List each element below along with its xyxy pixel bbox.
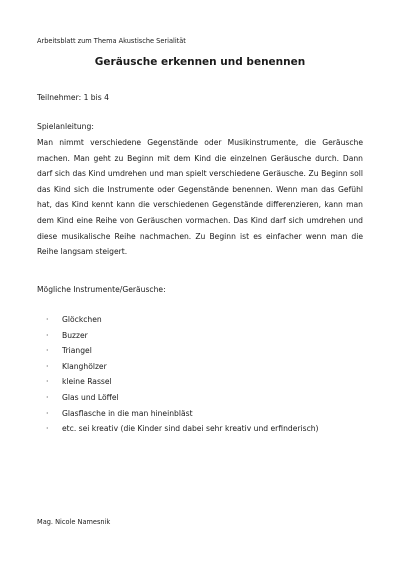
list-item-label: Glas und Löffel: [62, 392, 119, 402]
list-item-label: Klanghölzer: [62, 361, 107, 371]
list-item: [46, 406, 319, 422]
bullet: ·: [46, 330, 49, 340]
list-item: [46, 312, 319, 328]
bullet: ·: [46, 377, 49, 387]
list-item: [46, 421, 319, 437]
bullet: ·: [46, 361, 49, 371]
list-item: [46, 359, 319, 375]
list-item-label: kleine Rassel: [62, 377, 112, 387]
bullet: ·: [46, 346, 49, 356]
instructions-text: Man nimmt verschiedene Gegenstände oder Musikinstrumente, die Geräusche machen. Man geht zu Beginn mit dem Kind die einzelnen Geräusche durch. Dann darf sich das Kind umdrehen und man spielt verschiedene Geräusche. Zu Beginn soll das Kind sich die Instrumente oder Gegenstände benennen. Wenn man das Gefühl hat, das Kind kennt kann die verschiedenen Gegenstände differenzieren, kann man dem Kind eine Reihe von Geräuschen vormachen. Das Kind darf sich umdrehen und diese musikalische Reihe nachmachen. Zu Beginn ist es einfacher wenn man die Reihe langsam steigert.: [37, 138, 363, 257]
list-item: [46, 374, 319, 390]
list-item-label: Glasflasche in die man hineinbläst: [62, 408, 193, 418]
list-item: [46, 390, 319, 406]
instructions-heading: Spielanleitung:: [37, 122, 94, 131]
bullet: ·: [46, 408, 49, 418]
bullet: ·: [46, 392, 49, 402]
list-item-label: Buzzer: [62, 330, 88, 340]
footer-author: Mag. Nicole Namesnik: [37, 518, 111, 526]
list-item-label: Glöckchen: [62, 315, 102, 324]
instrument-list: [46, 312, 319, 437]
list-item: [46, 343, 319, 359]
list-heading: Mögliche Instrumente/Geräusche:: [37, 285, 166, 294]
bullet: ·: [46, 315, 49, 324]
page-title: Geräusche erkennen und benennen: [94, 56, 306, 68]
list-item: [46, 328, 319, 344]
participants-line: Teilnehmer: 1 bis 4: [37, 93, 109, 102]
list-item-label: Triangel: [62, 346, 92, 356]
bullet: ·: [46, 424, 49, 434]
list-item-label: etc. sei kreativ (die Kinder sind dabei sehr kreativ und erfinderisch): [62, 424, 319, 434]
header-note: Arbeitsblatt zum Thema Akustische Serialität: [37, 37, 186, 45]
